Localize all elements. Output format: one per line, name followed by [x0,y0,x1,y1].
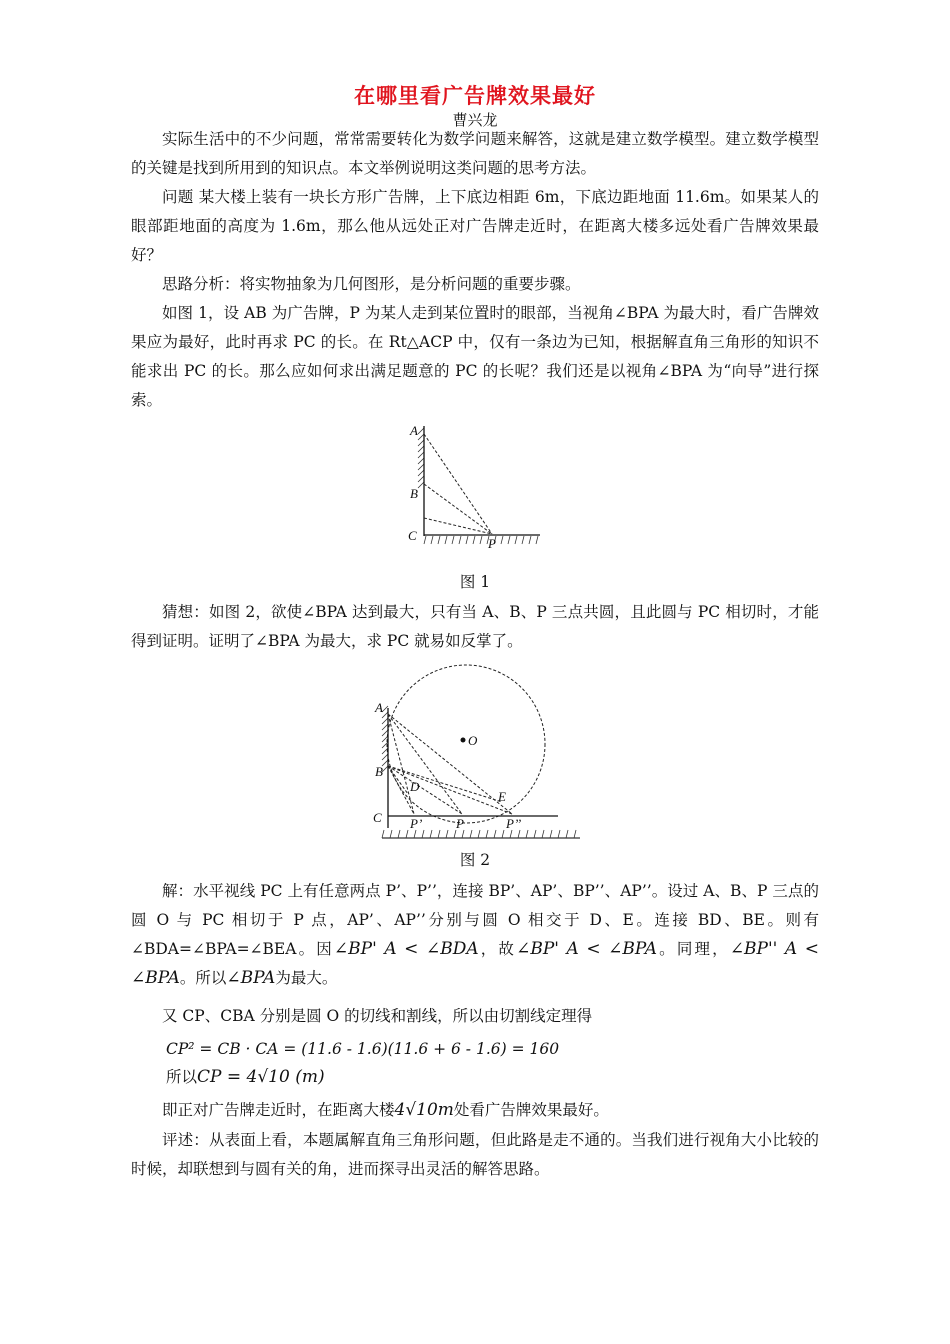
paragraph-problem: 问题 某大楼上装有一块长方形广告牌，上下底边相距 6m，下底边距地面 11.6m。如果某人的眼部距地面的高度为 1.6m，那么他从远处正对广告牌走近时，在距离大楼多远处看广告牌效果最好？ [131,188,819,264]
label-p-prime: P’ [410,816,423,831]
ground-hatching-2 [382,830,580,838]
label-d: D [410,779,420,794]
label-o: O [468,733,478,748]
paragraph-conjecture: 猜想：如图 2，欲使∠BPA 达到最大，只有当 A、B、P 三点共圆，且此圆与 PC 相切时，才能得到证明。证明了∠BPA 为最大，求 PC 就易如反掌了。 [131,603,819,650]
sight-lines-2 [388,714,512,814]
article-author: 曹兴龙 [452,111,498,129]
angle-bpa: ∠BPA [226,968,276,988]
solution-gu-text: ，故 [478,940,517,958]
conclusion-post: 处看广告牌效果最好。 [453,1101,609,1119]
solution-suoyi-text: 。所以 [179,969,227,987]
label-p-double-prime: P’’ [506,816,522,831]
figure-1-diagram [400,418,550,558]
inequality-3: ∠BP'' A < ∠BPA [131,939,819,988]
wall-hatching [418,428,424,488]
label-e: E [498,789,506,804]
label-b: B [410,486,418,501]
inequality-1: ∠BP' A < ∠BDA [333,939,479,959]
label-c-2: C [373,810,382,825]
paragraph-solution [131,877,819,993]
solution-max-text: 为最大。 [275,969,338,987]
label-p-2: P [456,816,464,831]
label-a: A [410,423,418,438]
equation-cp-line [166,1065,325,1087]
label-a-2: A [375,700,383,715]
solution-intro-text: 解：水平视线 PC 上有任意两点 P’、P’’，连接 BP’、AP’、BP’’、AP’’。设过 A、B、P 三点的圆 O 与 PC 相切于 P 点，AP’、AP’’分别与圆 O 相交于 D、E。连接 BD、BE。则有∠BDA=∠BPA=∠BEA。因 [131,882,819,958]
solution-tongli-text: 。同理， [657,940,730,958]
paragraph-intro: 实际生活中的不少问题，常常需要转化为数学问题来解答，这就是建立数学模型。建立数学模型的关键是找到所用到的知识点。本文举例说明这类问题的思考方法。 [131,130,819,177]
paragraph-secant-tangent: 又 CP、CBA 分别是圆 O 的切线和割线，所以由切割线定理得 [162,1007,593,1025]
label-p: P [488,536,496,551]
equation-cp-squared: CP² = CB · CA = (11.6 - 1.6)(11.6 + 6 - 1.6) = 160 [166,1040,560,1058]
conclusion-value: 4√10m [394,1100,454,1120]
paragraph-analysis: 思路分析：将实物抽象为几何图形，是分析问题的重要步骤。 [162,275,581,293]
equation-cp-value: CP = 4√10 (m) [197,1067,325,1087]
line-ap [424,434,492,534]
paragraph-commentary: 评述：从表面上看，本题属解直角三角形问题，但此路是走不通的。当我们进行视角大小比较的时候，却联想到与圆有关的角，进而探寻出灵活的解答思路。 [131,1131,819,1178]
label-b-2: B [375,764,383,779]
article-title: 在哪里看广告牌效果最好 [354,83,596,108]
paragraph-figure1-explanation: 如图 1，设 AB 为广告牌，P 为某人走到某位置时的眼部，当视角∠BPA 为最大时，看广告牌效果应为最好，此时再求 PC 的长。在 Rt△ACP 中，仅有一条边为已知，根据解直角三角形的知识不能求出 PC 的长。那么应如何求出满足题意的 PC 的长呢？我们还是以视角∠BPA 为“向导”进行探索。 [131,304,819,409]
figure-2-caption: 图 2 [459,851,491,869]
equation-prefix: 所以 [166,1068,198,1086]
conclusion-pre: 即正对广告牌走近时，在距离大楼 [162,1101,395,1119]
center-o-dot [461,738,466,743]
figure-2-diagram [370,648,590,844]
label-c: C [408,528,417,543]
inequality-2: ∠BP' A < ∠BPA [516,939,658,959]
ground-hatching [424,536,538,544]
paragraph-conclusion [131,1096,819,1125]
figure-1-caption: 图 1 [459,573,491,591]
